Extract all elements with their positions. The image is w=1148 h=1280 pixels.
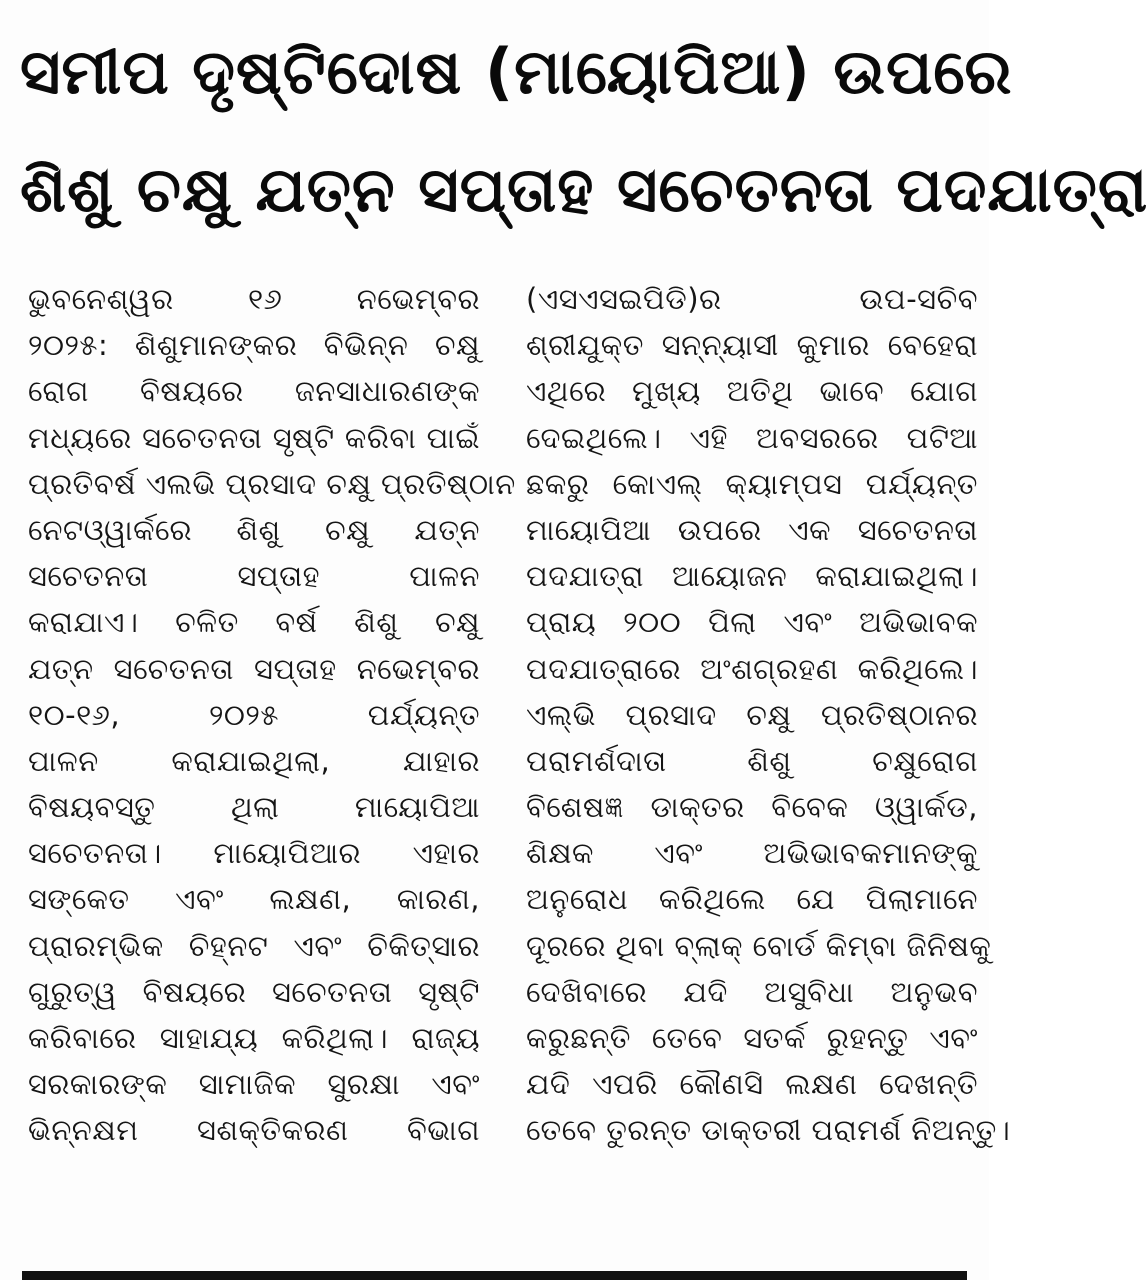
article-line: ପଦଯାତ୍ରା ଆୟୋଜନ କରାଯାଇଥିଲା। bbox=[526, 559, 978, 594]
article-line: ଏଥିରେ ମୁଖ୍ୟ ଅତିଥି ଭାବେ ଯୋଗ bbox=[526, 374, 978, 409]
article-line: ଦେଖିବାରେ ଯଦି ଅସୁବିଧା ଅନୁଭବ bbox=[526, 974, 978, 1009]
article-line: ଶିକ୍ଷକ ଏବଂ ଅଭିଭାବକମାନଙ୍କୁ bbox=[526, 836, 978, 871]
article-line: ନେଟଓ୍ୱାର୍କରେ ଶିଶୁ ଚକ୍ଷୁ ଯତ୍ନ bbox=[28, 512, 480, 547]
article-line: ଛକରୁ କୋଏଲ୍ କ୍ୟାମ୍ପସ ପର୍ଯ୍ୟନ୍ତ bbox=[526, 466, 978, 501]
article-line: କରୁଛନ୍ତି ତେବେ ସତର୍କ ରୁହନ୍ତୁ ଏବଂ bbox=[526, 1021, 978, 1055]
article-line: ରୋଗ ବିଷୟରେ ଜନସାଧାରଣଙ୍କ bbox=[28, 374, 480, 409]
article-line: ସଚେତନତା। ମାୟୋପିଆର ଏହାର bbox=[28, 836, 480, 871]
article-line: ବିଶେଷଜ୍ଞ ଡାକ୍ତର ବିବେକ ଓ୍ୱାର୍କଡ, bbox=[526, 790, 978, 825]
article-line: ପ୍ରତିବର୍ଷ ଏଲଭି ପ୍ରସାଦ ଚକ୍ଷୁ ପ୍ରତିଷ୍ଠାନ bbox=[28, 466, 516, 501]
article-line: (ଏସଏସଇପିଡି)ର ଉପ-ସଚିବ bbox=[526, 282, 978, 316]
article-column-left bbox=[28, 276, 516, 1154]
article-line: ସରକାରଙ୍କ ସାମାଜିକ ସୁରକ୍ଷା ଏବଂ bbox=[28, 1067, 480, 1102]
article-line: ବିଷୟବସ୍ତୁ ଥିଲା ମାୟୋପିଆ bbox=[28, 790, 480, 825]
article-line: ଭୁବନେଶ୍ୱର ୧୬ ନଭେମ୍ବର bbox=[28, 282, 480, 316]
article-line: ପଦଯାତ୍ରାରେ ଅଂଶଗ୍ରହଣ କରିଥିଲେ। bbox=[526, 651, 978, 686]
bottom-rule-divider bbox=[22, 1271, 967, 1280]
article-line: ଭିନ୍ନକ୍ଷମ ସଶକ୍ତିକରଣ ବିଭାଗ bbox=[28, 1113, 480, 1148]
article-line: କରାଯାଏ। ଚଳିତ ବର୍ଷ ଶିଶୁ ଚକ୍ଷୁ bbox=[28, 605, 480, 640]
article-line: ୨୦୨୫: ଶିଶୁମାନଙ୍କର ବିଭିନ୍ନ ଚକ୍ଷୁ bbox=[28, 328, 480, 363]
article-line: ଏଲ୍‌ଭି ପ୍ରସାଦ ଚକ୍ଷୁ ପ୍ରତିଷ୍ଠାନର bbox=[526, 697, 978, 732]
article-line: ଅନୁରୋଧ କରିଥିଲେ ଯେ ପିଲାମାନେ bbox=[526, 882, 978, 917]
article-line: ପରାମର୍ଶଦାତା ଶିଶୁ ଚକ୍ଷୁରୋଗ bbox=[526, 743, 978, 778]
article-line: ଦେଇଥିଲେ। ଏହି ଅବସରରେ ପଟିଆ bbox=[526, 420, 978, 455]
article-line: ଗୁରୁତ୍ୱ ବିଷୟରେ ସଚେତନତା ସୃଷ୍ଟି bbox=[28, 974, 480, 1009]
article-line: ଯଦି ଏପରି କୌଣସି ଲକ୍ଷଣ ଦେଖନ୍ତି bbox=[526, 1067, 978, 1102]
article-line: ମାୟୋପିଆ ଉପରେ ଏକ ସଚେତନତା bbox=[526, 512, 978, 547]
article-line: ସଚେତନତା ସପ୍ତାହ ପାଳନ bbox=[28, 559, 480, 594]
headline-line-2: ଶିଶୁ ଚକ୍ଷୁ ଯତ୍ନ ସପ୍ତାହ ସଚେତନତା ପଦଯାତ୍ରା bbox=[20, 153, 1148, 226]
article-line: ୧୦-୧୬, ୨୦୨୫ ପର୍ଯ୍ୟନ୍ତ bbox=[28, 697, 480, 732]
article-line: କରିବାରେ ସାହାଯ୍ୟ କରିଥିଲା। ରାଜ୍ୟ bbox=[28, 1021, 480, 1055]
article-line: ପ୍ରାୟ ୨୦୦ ପିଲା ଏବଂ ଅଭିଭାବକ bbox=[526, 605, 978, 640]
article-line: ଦୂରରେ ଥିବା ବ୍ଲାକ୍ ବୋର୍ଡ କିମ୍ବା ଜିନିଷକୁ bbox=[526, 928, 992, 963]
article-line: ପ୍ରାରମ୍ଭିକ ଚିହ୍ନଟ ଏବଂ ଚିକିତ୍ସାର bbox=[28, 928, 480, 963]
article-line: ଶ୍ରୀଯୁକ୍ତ ସନ୍ନ୍ୟାସୀ କୁମାର ବେହେରା bbox=[526, 328, 978, 363]
article-line: ମଧ୍ୟରେ ସଚେତନତା ସୃଷ୍ଟି କରିବା ପାଇଁ bbox=[28, 420, 480, 455]
article-line: ତେବେ ତୁରନ୍ତ ଡାକ୍ତରୀ ପରାମର୍ଶ ନିଅନ୍ତୁ। bbox=[526, 1113, 1011, 1148]
article-line: ଯତ୍ନ ସଚେତନତା ସପ୍ତାହ ନଭେମ୍ବର bbox=[28, 651, 480, 686]
article-column-right bbox=[526, 276, 1011, 1154]
headline-line-1: ସମୀପ ଦୃଷ୍ଟିଦୋଷ (ମାୟୋପିଆ) ଉପରେ bbox=[20, 35, 1013, 108]
article-line: ପାଳନ କରାଯାଇଥିଲା, ଯାହାର bbox=[28, 743, 480, 778]
article-line: ସଙ୍କେତ ଏବଂ ଲକ୍ଷଣ, କାରଣ, bbox=[28, 882, 480, 917]
